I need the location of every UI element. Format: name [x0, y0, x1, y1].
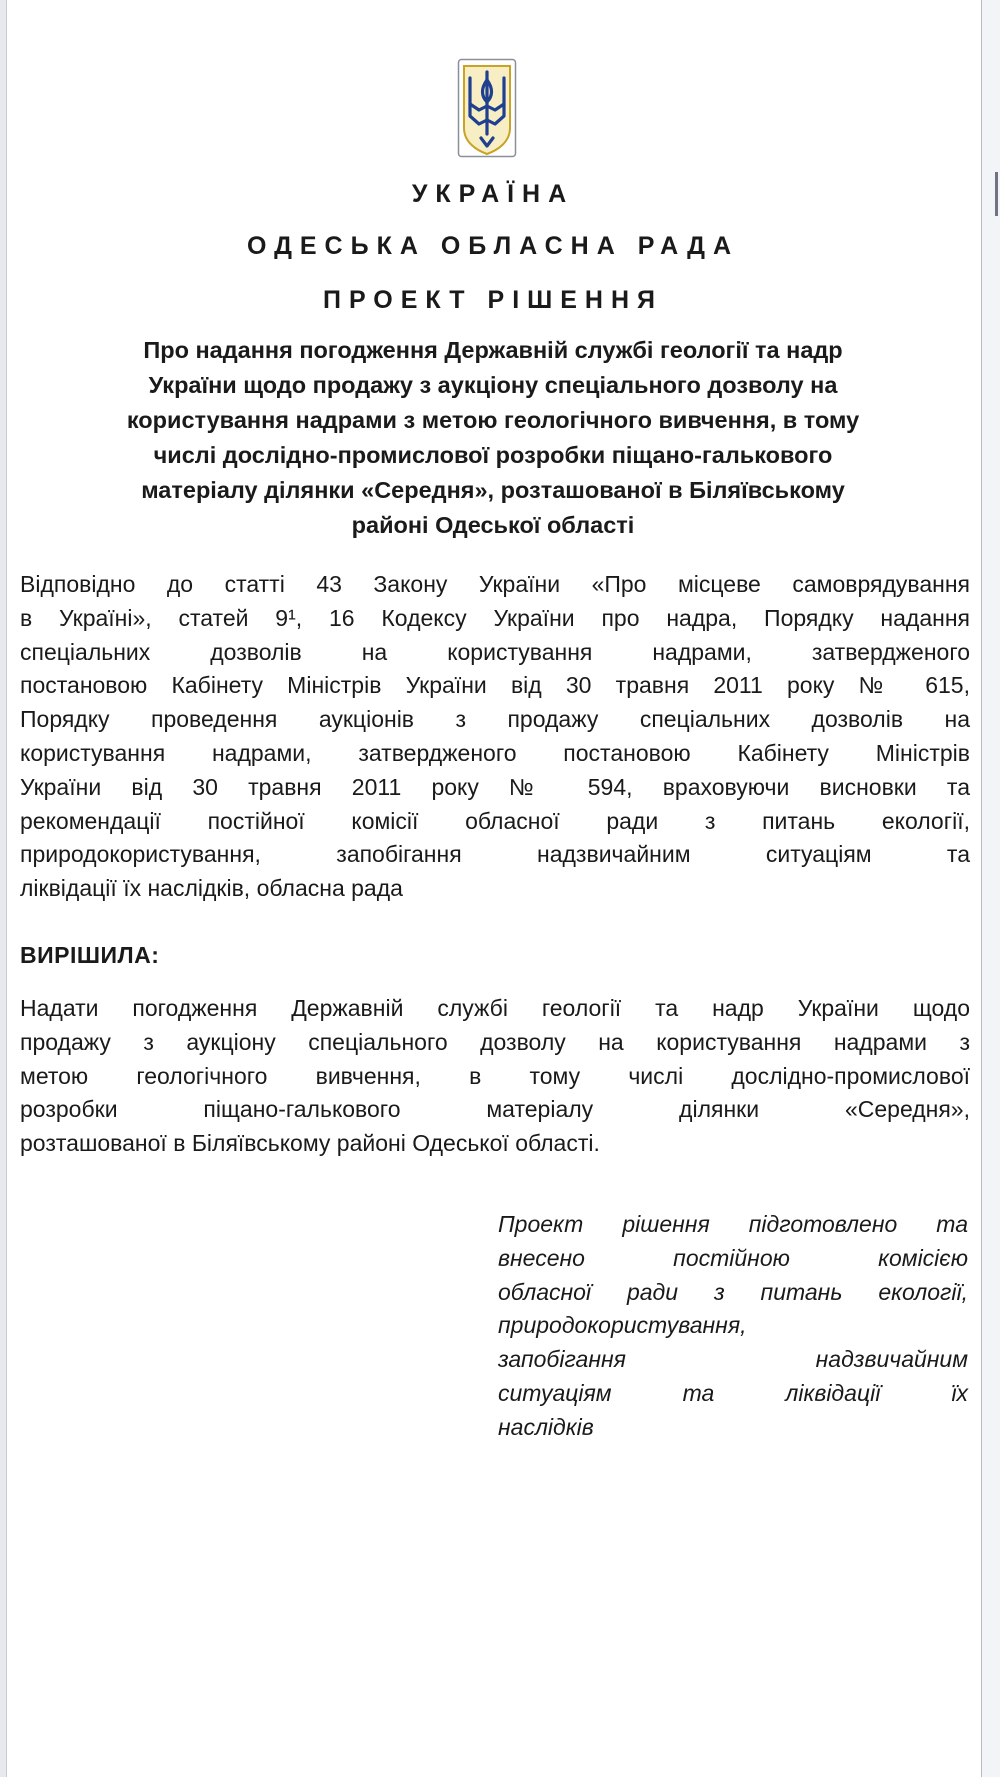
document-page	[18, 0, 968, 1777]
document-type-heading: ПРОЕКТ РІШЕННЯ	[322, 286, 664, 314]
scrollbar-thumb[interactable]	[995, 172, 998, 216]
note-line: запобігання надзвичайним	[498, 1346, 968, 1373]
note-line: наслідків	[498, 1413, 594, 1440]
decision-title	[18, 333, 968, 543]
preamble-line: користування надрами, затвердженого постановою Кабінету Міністрів	[20, 739, 970, 766]
decided-label: ВИРІШИЛА:	[20, 942, 160, 968]
note-line: природокористування,	[498, 1312, 747, 1339]
trident-coat-of-arms-icon	[457, 58, 517, 158]
country-heading: УКРАЇНА	[411, 180, 575, 208]
title-line: числі дослідно-промислової розробки піщано-галькового	[153, 442, 833, 468]
preamble-line: Порядку проведення аукціонів з продажу спеціальних дозволів на	[20, 706, 970, 733]
preamble-line: України від 30 травня 2011 року № 594, враховуючи висновки та	[20, 773, 970, 800]
preamble-paragraph	[20, 568, 970, 906]
resolution-line: розташованої в Біляївському районі Одеської області.	[20, 1130, 600, 1157]
preamble-line: спеціальних дозволів на користування надрами, затвердженого	[20, 638, 970, 665]
council-heading: ОДЕСЬКА ОБЛАСНА РАДА	[246, 232, 740, 260]
preamble-line: постановою Кабінету Міністрів України від 30 травня 2011 року № 615,	[20, 672, 970, 699]
resolution-line: розробки піщано-галькового матеріалу ділянки «Середня»,	[20, 1096, 970, 1123]
resolution-paragraph	[20, 992, 970, 1161]
title-line: районі Одеської області	[351, 512, 635, 538]
note-line: внесено постійною комісією	[498, 1244, 968, 1271]
scrollbar-track[interactable]	[981, 0, 1000, 1777]
preamble-line: Відповідно до статті 43 Закону України «Про місцеве самоврядування	[20, 571, 970, 597]
preamble-line: ліквідації їх наслідків, обласна рада	[20, 875, 403, 902]
title-line: матеріалу ділянки «Середня», розташованої в Біляївському	[141, 477, 845, 503]
preamble-line: природокористування, запобігання надзвичайним ситуаціям та	[20, 841, 970, 868]
note-line: обласної ради з питань екології,	[498, 1278, 968, 1305]
title-line: користування надрами з метою геологічного вивчення, в тому	[126, 407, 860, 433]
preamble-line: рекомендації постійної комісії обласної ради з питань екології,	[20, 807, 970, 834]
note-line: ситуаціям та ліквідації їх	[498, 1379, 968, 1406]
resolution-line: продажу з аукціону спеціального дозволу на користування надрами з	[20, 1028, 970, 1055]
resolution-line: метою геологічного вивчення, в тому числі дослідно-промислової	[20, 1062, 970, 1089]
prepared-by-note	[498, 1208, 968, 1445]
title-line: України щодо продажу з аукціону спеціального дозволу на	[148, 372, 838, 398]
preamble-line: в Україні», статей 9¹, 16 Кодексу України про надра, Порядку надання	[20, 604, 970, 631]
title-line: Про надання погодження Державній службі геології та надр	[143, 337, 843, 363]
page-left-edge	[0, 0, 7, 1777]
note-line: Проект рішення підготовлено та	[498, 1211, 968, 1237]
resolution-line: Надати погодження Державній службі геології та надр України щодо	[20, 995, 970, 1021]
